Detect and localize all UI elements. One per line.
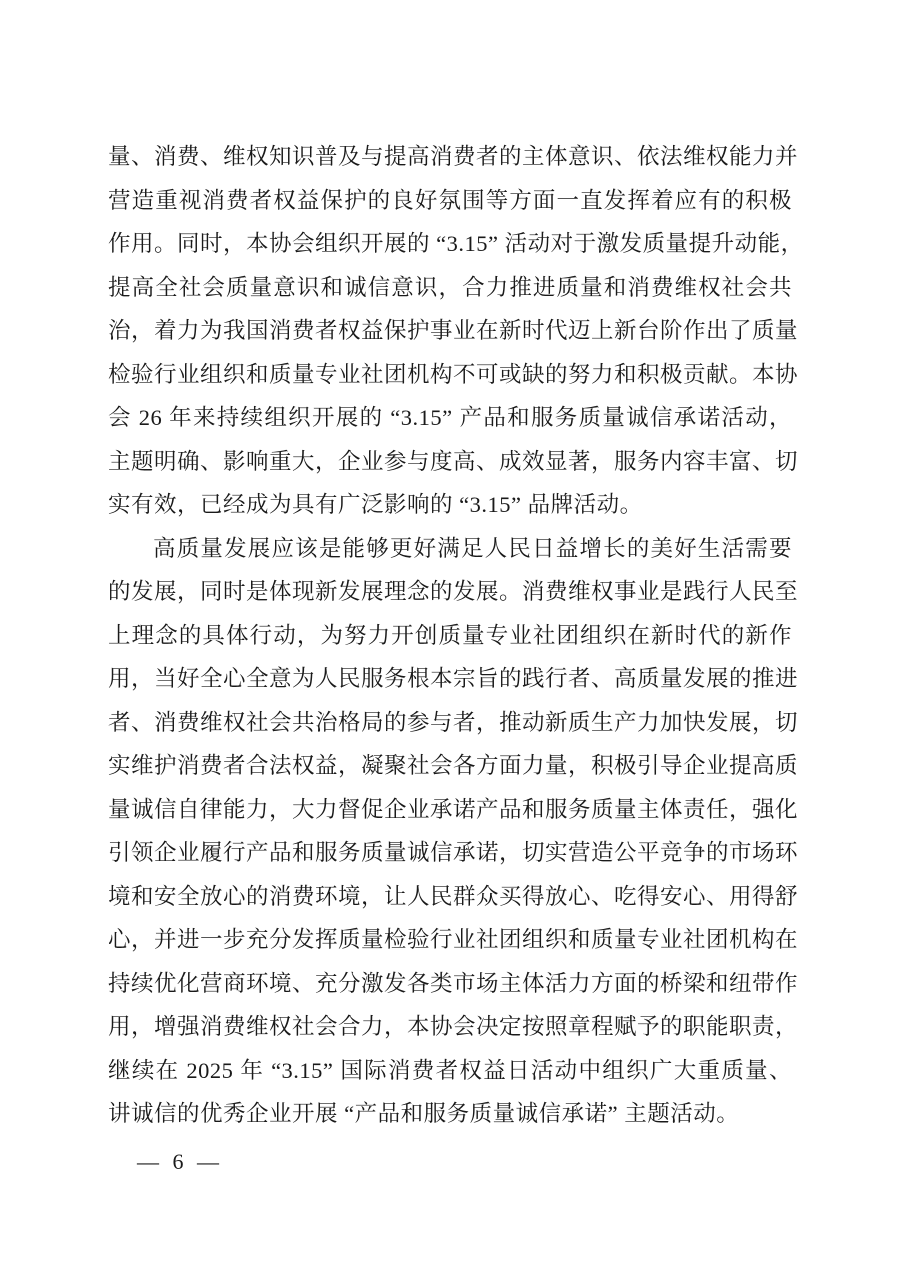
- text-line: 用，增强消费维权社会合力，本协会决定按照章程赋予的职能职责，: [108, 1014, 799, 1039]
- text-line: 实有效，已经成为具有广泛影响的 “3.15” 品牌活动。: [108, 492, 643, 517]
- text-line: 营造重视消费者权益保护的良好氛围等方面一直发挥着应有的积极: [108, 187, 792, 213]
- text-line: 持续优化营商环境、充分激发各类市场主体活力方面的桥梁和纽带作: [108, 970, 799, 996]
- text-line: 作用。同时，本协会组织开展的 “3.15” 活动对于激发质量提升动能，: [108, 231, 804, 256]
- text-line: 量、消费、维权知识普及与提高消费者的主体意识、依法维权能力并: [108, 144, 799, 169]
- text-line: 用，当好全心全意为人民服务根本宗旨的践行者、高质量发展的推进: [108, 666, 799, 691]
- text-line: 心，并进一步充分发挥质量检验行业社团组织和质量专业社团机构在: [108, 927, 799, 952]
- text-line: 讲诚信的优秀企业开展 “产品和服务质量诚信承诺” 主题活动。: [108, 1101, 740, 1126]
- text-line: 境和安全放心的消费环境，让人民群众买得放心、吃得安心、用得舒: [108, 883, 799, 909]
- text-block: [108, 135, 804, 1136]
- text-line: 检验行业组织和质量专业社团机构不可或缺的努力和积极贡献。本协: [108, 361, 799, 387]
- text-line: 上理念的具体行动，为努力开创质量专业社团组织在新时代的新作: [108, 622, 792, 648]
- text-line: 会 26 年来持续组织开展的 “3.15” 产品和服务质量诚信承诺活动，: [108, 405, 792, 430]
- paragraph: [108, 527, 799, 1136]
- paragraph: [108, 135, 804, 527]
- text-line: 继续在 2025 年 “3.15” 国际消费者权益日活动中组织广大重质量、: [108, 1057, 792, 1083]
- text-line: 引领企业履行产品和服务质量诚信承诺，切实营造公平竞争的市场环: [108, 840, 799, 865]
- text-line: 提高全社会质量意识和诚信意识，合力推进质量和消费维权社会共: [108, 274, 792, 300]
- text-line: 高质量发展应该是能够更好满足人民日益增长的美好生活需要: [153, 535, 792, 561]
- page-number: — 6 —: [137, 1149, 223, 1174]
- text-line: 量诚信自律能力，大力督促企业承诺产品和服务质量主体责任，强化: [108, 796, 799, 822]
- text-line: 主题明确、影响重大，企业参与度高、成效显著，服务内容丰富、切: [108, 448, 799, 474]
- text-line: 者、消费维权社会共治格局的参与者，推动新质生产力加快发展，切: [108, 709, 799, 735]
- text-line: 治，着力为我国消费者权益保护事业在新时代迈上新台阶作出了质量: [108, 318, 799, 343]
- text-line: 的发展，同时是体现新发展理念的发展。消费维权事业是践行人民至: [108, 579, 799, 604]
- text-line: 实维护消费者合法权益，凝聚社会各方面力量，积极引导企业提高质: [108, 753, 799, 778]
